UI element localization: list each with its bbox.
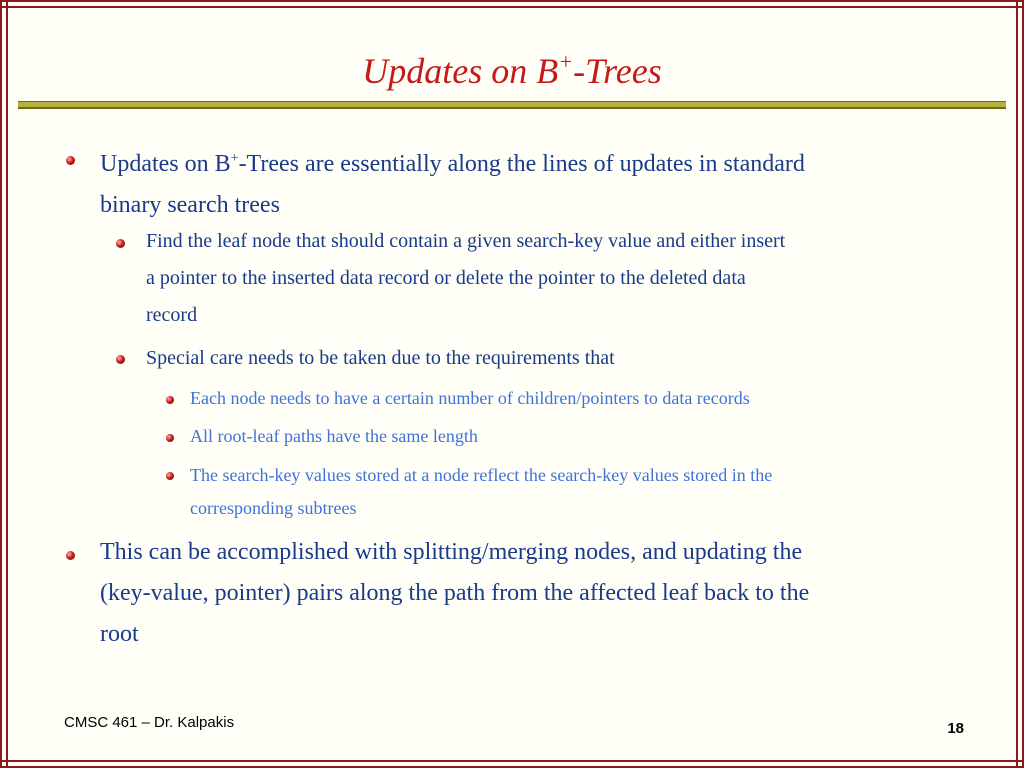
bullet-1-2-2-text: All root-leaf paths have the same length: [190, 426, 478, 446]
bullet-icon: [66, 551, 75, 560]
bullet-icon: [166, 434, 174, 442]
bullet-icon: [66, 156, 75, 165]
page-number: 18: [947, 720, 964, 737]
bullet-1-text: Updates on B+-Trees are essentially along the lines of updates in standard binary search trees: [100, 151, 805, 218]
slide-title: Updates on B+-Trees: [362, 49, 662, 91]
bullet-1-2-3-text: The search-key values stored at a node reflect the search-key values stored in the corresponding subtrees: [190, 465, 773, 518]
bullet-icon: [166, 396, 174, 404]
bullet-1-2-text: Special care needs to be taken due to the requirements that: [146, 347, 615, 369]
bullet-1-2-1-text: Each node needs to have a certain number of children/pointers to data records: [190, 388, 750, 408]
bullet-icon: [116, 355, 125, 364]
bullet-icon: [166, 472, 174, 480]
footer-course: CMSC 461 – Dr. Kalpakis: [64, 714, 235, 731]
bullet-icon: [116, 239, 125, 248]
bullet-2-text: This can be accomplished with splitting/merging nodes, and updating the (key-value, pointer) pairs along the path from the affected leaf back to the root: [100, 539, 810, 647]
bullet-1-1-text: Find the leaf node that should contain a given search-key value and either insert a pointer to the inserted data record or delete the pointer to the deleted data record: [146, 230, 786, 326]
